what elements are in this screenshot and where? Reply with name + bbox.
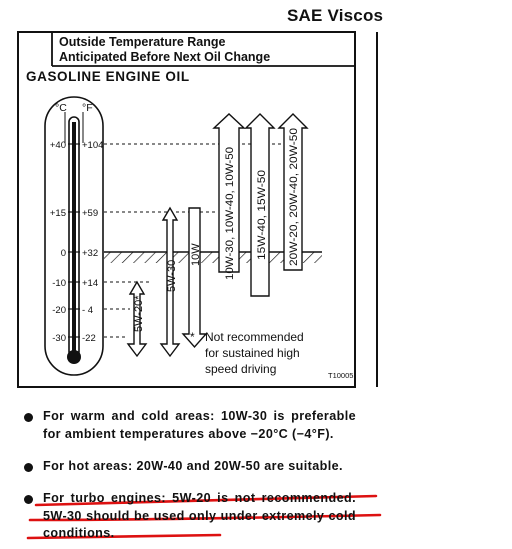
celsius-tick-label: 0 — [60, 248, 66, 259]
celsius-tick-label: -20 — [52, 305, 66, 316]
range-arrow-10w — [183, 208, 206, 347]
celsius-tick-label: -10 — [52, 278, 66, 289]
note-text: For turbo engines: 5W-20 is not recommended. 5W-30 should be used only under extremely cold conditions. — [43, 491, 356, 540]
grade-label-5w20: 5W-20* — [133, 295, 145, 332]
celsius-tick-label: +40 — [49, 140, 66, 151]
header-line-1: Outside Temperature Range — [59, 35, 226, 49]
note-text: For hot areas: 20W-40 and 20W-50 are suitable. — [43, 459, 343, 473]
fahrenheit-unit: °F — [82, 102, 93, 114]
grade-label-20w20: 20W-20, 20W-40, 20W-50 — [288, 138, 300, 266]
footnote-line-2: for sustained high — [205, 346, 300, 360]
bullet-icon — [24, 413, 33, 422]
page-title: SAE Viscos — [287, 6, 384, 25]
fahrenheit-tick-label: -22 — [82, 333, 96, 344]
celsius-tick-label: -30 — [52, 333, 66, 344]
fahrenheit-tick-label: +104 — [82, 140, 104, 151]
bullet-icon — [24, 463, 33, 472]
fahrenheit-tick-label: - 4 — [82, 305, 94, 316]
celsius-unit: °C — [55, 102, 67, 114]
note-item — [26, 490, 356, 543]
grade-label-15w40: 15W-40, 15W-50 — [256, 177, 268, 260]
fahrenheit-tick-label: +32 — [82, 248, 99, 259]
footnote-line-3: speed driving — [205, 362, 277, 376]
grade-label-5w30: 5W-30 — [166, 259, 178, 292]
note-text: For warm and cold areas: 10W-30 is preferable for ambient temperatures above −20°C (−4°F). — [43, 409, 356, 441]
header-line-2: Anticipated Before Next Oil Change — [59, 50, 271, 64]
oil-grade-labels — [133, 128, 300, 332]
fahrenheit-tick-label: +59 — [82, 208, 99, 219]
celsius-tick-label: +15 — [49, 208, 66, 219]
grade-label-10w30: 10W-30, 10W-40, 10W-50 — [224, 152, 236, 280]
note-item — [26, 408, 356, 443]
bullet-icon — [24, 495, 33, 504]
fahrenheit-tick-label: +14 — [82, 278, 99, 289]
section-label: GASOLINE ENGINE OIL — [26, 69, 190, 84]
footnote-line-1: Not recommended — [205, 330, 304, 344]
figure-code: T10005 — [328, 371, 354, 380]
footnote-asterisk: * — [190, 330, 195, 344]
grade-label-10w: 10W — [190, 243, 202, 266]
note-item — [26, 458, 356, 476]
